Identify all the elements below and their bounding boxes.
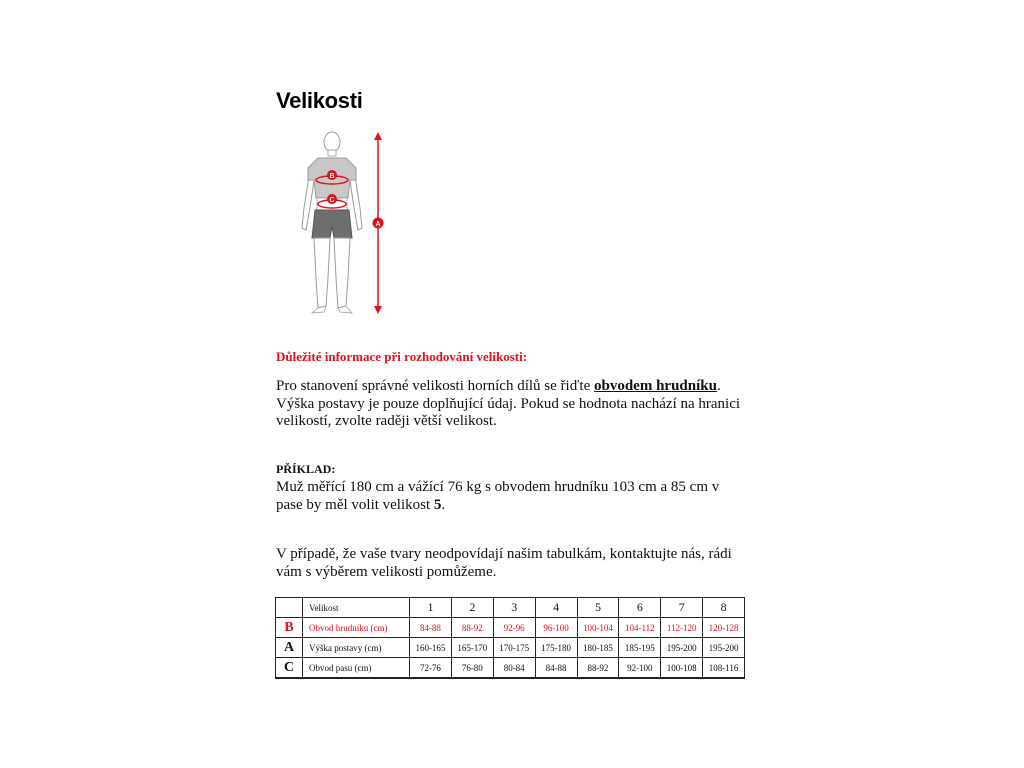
row-label: Výška postavy (cm) <box>303 638 410 658</box>
table-cell: 195-200 <box>703 638 745 658</box>
table-cell: 92-96 <box>493 618 535 638</box>
size-table-header-row <box>276 598 745 618</box>
size-header: 7 <box>661 598 703 618</box>
table-row-height <box>276 638 745 658</box>
example-text-before: Muž měřící 180 cm a vážící 76 kg s obvodem hrudníku 103 cm a 85 cm v pase by měl volit velikost <box>276 479 720 513</box>
size-header-label: Velikost <box>303 598 410 618</box>
table-cell: 92-100 <box>619 658 661 679</box>
table-cell: 180-185 <box>577 638 619 658</box>
example-text <box>276 479 746 514</box>
important-heading: Důležité informace při rozhodování velikosti: <box>276 349 528 364</box>
marker-a-label: A <box>375 221 381 228</box>
table-cell: 96-100 <box>535 618 577 638</box>
size-header: 6 <box>619 598 661 618</box>
table-cell: 84-88 <box>410 618 452 638</box>
size-table-corner <box>276 598 303 618</box>
contact-note: V případě, že vaše tvary neodpovídají našim tabulkám, kontaktujte nás, rádi vám s výběrem velikosti pomůžeme. <box>276 546 732 580</box>
table-cell: 108-116 <box>703 658 745 679</box>
table-cell: 104-112 <box>619 618 661 638</box>
row-key: A <box>276 638 303 658</box>
row-label: Obvod pasu (cm) <box>303 658 410 679</box>
table-cell: 160-165 <box>410 638 452 658</box>
table-cell: 120-128 <box>703 618 745 638</box>
body-measurement-figure <box>296 128 392 318</box>
table-cell: 185-195 <box>619 638 661 658</box>
size-header: 3 <box>493 598 535 618</box>
table-cell: 165-170 <box>451 638 493 658</box>
sizing-text-before: Pro stanovení správné velikosti horních dílů se řiďte <box>276 378 594 394</box>
table-cell: 72-76 <box>410 658 452 679</box>
row-key: B <box>276 618 303 638</box>
table-cell: 170-175 <box>493 638 535 658</box>
size-header: 2 <box>451 598 493 618</box>
page-title: Velikosti <box>276 88 363 113</box>
table-cell: 100-108 <box>661 658 703 679</box>
size-header: 5 <box>577 598 619 618</box>
marker-b-label: B <box>329 173 335 180</box>
row-key: C <box>276 658 303 679</box>
size-header: 4 <box>535 598 577 618</box>
example-text-after: . <box>441 496 446 513</box>
row-label: Obvod hrudníku (cm) <box>303 618 410 638</box>
sizing-instructions <box>276 378 746 431</box>
chest-emphasis: obvodem hrudníku <box>593 378 717 394</box>
table-cell: 76-80 <box>451 658 493 679</box>
table-cell: 100-104 <box>577 618 619 638</box>
example-size: 5 <box>433 496 442 513</box>
table-row-chest <box>276 618 745 638</box>
example-title: PŘÍKLAD: <box>276 462 336 476</box>
content <box>276 88 746 114</box>
size-header: 8 <box>703 598 745 618</box>
table-cell: 84-88 <box>535 658 577 679</box>
table-cell: 80-84 <box>493 658 535 679</box>
table-cell: 195-200 <box>661 638 703 658</box>
table-cell: 88-92 <box>577 658 619 679</box>
table-cell: 175-180 <box>535 638 577 658</box>
size-header: 1 <box>410 598 452 618</box>
table-row-waist <box>276 658 745 679</box>
table-cell: 112-120 <box>661 618 703 638</box>
sizing-text-after: . Výška postavy je pouze doplňující údaj. Pokud se hodnota nachází na hranici velikostí, zvolte raději větší velikost. <box>276 378 741 429</box>
table-cell: 88-92 <box>451 618 493 638</box>
marker-c-label: C <box>329 197 335 204</box>
size-table <box>275 597 745 679</box>
